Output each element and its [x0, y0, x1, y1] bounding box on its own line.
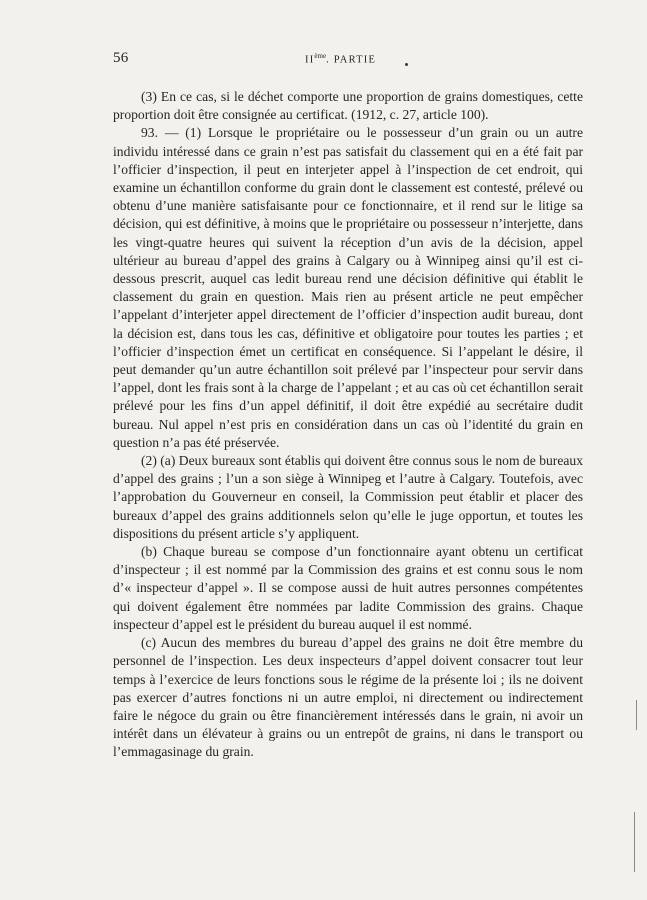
paragraph: (2) (a) Deux bureaux sont établis qui doivent être connus sous le nom de bureaux d’appel des grains ; l’un a son siège à Winnipeg et l’autre à Calgary. Toutefois, avec l’approbation du Gouverneur en conseil, la Commission peut établir et placer des bureaux d’appel des grains additionnels selon qu’elle le juge opportun, et toutes les dispositions du présent article s’y appliquent. [113, 453, 583, 541]
running-head [305, 52, 376, 66]
scan-edge-mark [636, 700, 637, 730]
part-label: . PARTIE [326, 54, 377, 66]
paragraph: 93. — (1) Lorsque le propriétaire ou le possesseur d’un grain ou un autre individu intéressé dans ce grain n’est pas satisfait du classement qui en a été fait par l’officier d’inspection, il peut en interjeter appel à l’inspection de cet endroit, qui examine un échantillon conforme du grain dont le classement est contesté, prélevé ou obtenu d’une manière satisfaisante pour ce fonctionnaire, et il rend sur le litige sa décision, qui est définitive, à moins que le propriétaire ou possesseur n’interjette, dans les vingt-quatre heures qui suivent la réception d’un avis de la décision, appel ultérieur au bureau d’appel des grains à Calgary ou à Winnipeg ainsi qu’il est ci-dessous prescrit, auquel cas ledit bureau rend une décision définitive qui établit le classement du grain en question. Mais rien au présent article ne peut empêcher l’appelant d’interjeter appel directement de l’officier d’inspection audit bureau, dont la décision est, dans tous les cas, définitive et obligatoire pour toutes les parties ; et l’officier d’inspection émet un certificat en conséquence. Si l’appelant le désire, il peut demander qu’un autre échantillon soit prélevé par l’inspecteur pour servir dans l’appel, dont les frais sont à la charge de l’appelant ; et au cas où cet échantillon serait prélevé pour les fins d’un appel définitif, il doit être expédié au secrétaire dudit bureau. Nul appel n’est pris en considération dans un cas où l’identité du grain en question n’a pas été préservée. [113, 125, 583, 450]
ink-speck [405, 63, 408, 66]
part-suffix: ème [314, 52, 327, 60]
paragraph: (c) Aucun des membres du bureau d’appel des grains ne doit être membre du personnel de l’inspection. Les deux inspecteurs d’appel doivent consacrer tout leur temps à l’exercice de leurs fonctions sous le régime de la présente loi ; ils ne doivent pas exercer d’autres fonctions ni un autre emploi, ni directement ou indirectement faire le négoce du grain ou être financièrement intéressés dans le grain, ni avoir un intérêt dans un élévateur à grains ou un entrepôt de grains, ni dans le transport ou l’emmagasinage du grain. [113, 635, 583, 760]
scan-edge-mark [634, 812, 635, 872]
paragraph: (b) Chaque bureau se compose d’un fonctionnaire ayant obtenu un certificat d’inspecteur ; il est nommé par la Commission des grains et est connu sous le nom d’« inspecteur d’appel ». Il se compose aussi de huit autres personnes compétentes qui doivent également être nommées par ladite Commission des grains. Chaque inspecteur d’appel est le président du bureau auquel il est nommé. [113, 544, 583, 632]
page-number: 56 [113, 50, 129, 66]
paragraph: (3) En ce cas, si le déchet comporte une proportion de grains domestiques, cette proportion doit être consignée au certificat. (1912, c. 27, article 100). [113, 89, 583, 123]
part-roman: II [305, 54, 315, 66]
page-header [113, 50, 583, 70]
page-body [113, 88, 583, 762]
